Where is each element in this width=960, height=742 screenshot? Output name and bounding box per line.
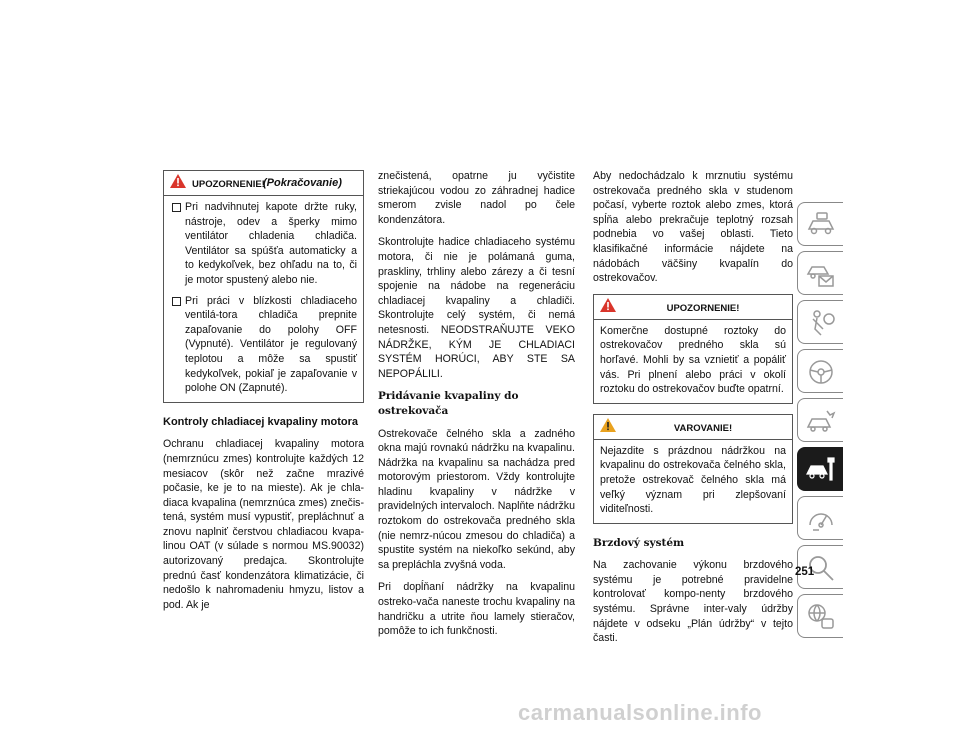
bullet-square-icon xyxy=(172,203,181,212)
column-right xyxy=(593,169,793,654)
seatbelt-airbag-icon xyxy=(805,307,837,339)
car-mail-icon xyxy=(805,258,837,290)
coolant-paragraph: Ochranu chladiacej kvapaliny motora (nemrznúcu zmes) kontrolujte každých 12 mesiacov (skôr než začne mrazivé počasie, ke je to na mieste). Ak je chla-diaca kvapalina (nemrznúca zmes) znečis-tená, systém musí vypustiť, prepláchnuť a znovu naplniť čerstvou chladiacou kvapa-linou OAT (v súlade s normou MS.90032) autorizovaný predajca. Skontrolujte prednú časť kondenzátora klimatizácie, či nedošlo k nahromadeniu hmyzu, listov a pod. Ak je xyxy=(163,438,364,611)
column-left xyxy=(163,170,364,620)
page-number: 251 xyxy=(795,566,815,578)
tab-steering-wheel[interactable] xyxy=(797,349,843,393)
washer-reservoir-paragraph: Ostrekovače čelného skla a zadného okna majú rovnakú nádržku na kvapalinu. Nádržka na kvapalinu sa nachádza pred motorovým priestorom. Vždy kontrolujte hladinu kvapaliny v nádržke v pravidelných intervaloch. Naplňte nádržku roztokom do ostrekovača predného skla (nie nemrz-núcou zmesou do chladiča) a spustite systém na niekoľko sekúnd, aby sa prepláchla zvyšná voda. xyxy=(378,427,575,571)
warning-title: UPOZORNENIE! xyxy=(192,179,265,190)
caution-header xyxy=(594,415,792,440)
caution-text: Nejazdite s prázdnou nádržkou na kvapalinu do ostrekovača čelného skla, pretože ostrekovač čelného skla má veľký význam pri zlepšovaní viditeľnosti. xyxy=(600,444,786,516)
warning-bullet: Pri práci v blízkosti chladiaceho ventilá-tora chladiča prepnite zapaľovanie do polohy OFF (Vypnuté). Ventilátor je regulovaný teplotou a môže sa spustiť kedykoľvek, pokiaľ je zapaľovanie v polohe ON (Zapnuté). xyxy=(170,294,357,396)
gauge-wrench-icon xyxy=(805,503,837,535)
warning-continued-label: (Pokračovanie) xyxy=(263,177,342,189)
warning-header xyxy=(164,171,363,196)
car-service-tools-icon xyxy=(805,454,837,486)
steering-wheel-icon xyxy=(805,356,837,388)
tab-car-dashboard[interactable] xyxy=(797,202,843,246)
section-heading-coolant: Kontroly chladiacej kvapaliny motora xyxy=(163,415,359,428)
warning-title: UPOZORNENIE! xyxy=(666,302,740,314)
language-globe-icon xyxy=(805,601,837,633)
condenser-paragraph: znečistená, opatrne ju vyčistite striekajúcou vodou zo záhradnej hadice smerom zvisle nadol po čele kondenzátora. xyxy=(378,170,575,226)
car-dashboard-icon xyxy=(805,209,837,241)
brakes-paragraph: Na zachovanie výkonu brzdového systému je potrebné pravidelne kontrolovať kompo-nenty brzdového systému. Správne inter-valy údržby nájdete v odseku „Plán údržby“ v tejto časti. xyxy=(593,559,793,645)
warning-box-flammable xyxy=(593,294,793,404)
caution-title: VAROVANIE! xyxy=(673,422,733,434)
section-heading-brakes: Brzdový systém xyxy=(593,536,685,549)
column-middle xyxy=(378,169,575,647)
hoses-paragraph: Skontrolujte hadice chladiaceho systému motora, či nie je polámaná guma, praskliny, trhliny alebo zárezy a či tesní spojenie na nádobe na regeneráciu chladiacej kvapaliny a chladiči. Skontrolujte celý systém, či nemá netesnosti. NEODSTRAŇUJTE VEKO NÁDRŽKE, KÝM JE CHLADIACI SYSTÉM HORÚCI, ABY STE SA NEPOPÁLILI. xyxy=(378,236,575,380)
tab-gauge-wrench[interactable] xyxy=(797,496,843,540)
car-crash-icon xyxy=(805,405,837,437)
tab-car-service[interactable] xyxy=(797,447,843,491)
warning-box-continued xyxy=(163,170,364,403)
tab-car-mail[interactable] xyxy=(797,251,843,295)
tab-car-crash[interactable] xyxy=(797,398,843,442)
tab-language[interactable] xyxy=(797,594,843,638)
caution-box-empty-reservoir xyxy=(593,414,793,524)
bullet-square-icon xyxy=(172,297,181,306)
warning-triangle-icon xyxy=(170,174,186,188)
warning-header xyxy=(594,295,792,320)
warning-text: Komerčne dostupné roztoky do ostrekovačov predného skla sú horľavé. Mohli by sa vznietiť a popáliť vás. Pri plnení alebo práci v okolí roztoku do ostrekovačov buďte opatrní. xyxy=(600,324,786,396)
warning-bullet: Pri nadvihnutej kapote držte ruky, nástroje, odev a šperky mimo ventilátor chladenia chladiča. Ventilátor sa spúšťa automaticky a to kedykoľvek, bez ohľadu na to, či je motor spustený alebo nie. xyxy=(170,200,357,288)
footer-watermark: carmanualsonline.info xyxy=(518,700,762,725)
section-heading-washer: Pridávanie kvapaliny do ostrekovača xyxy=(378,390,519,417)
freeze-paragraph: Aby nedochádzalo k mrznutiu systému ostrekovača predného skla v studenom počasí, vyberte roztok alebo zmes, ktorá spĺňa alebo prekračuje teplotný rozsah podnebia vo vašej oblasti. Tieto klasifikačné informácie nájdete na nádobách väčšiny kvapalín do ostrekovačov. xyxy=(593,170,793,285)
wiper-paragraph: Pri dopĺňaní nádržky na kvapalinu ostreko-vača naneste trochu kvapaliny na handričku a utrite ňou lamely stieračov, pomôže to ich funkčnosti. xyxy=(378,581,575,638)
tab-seatbelt-airbag[interactable] xyxy=(797,300,843,344)
